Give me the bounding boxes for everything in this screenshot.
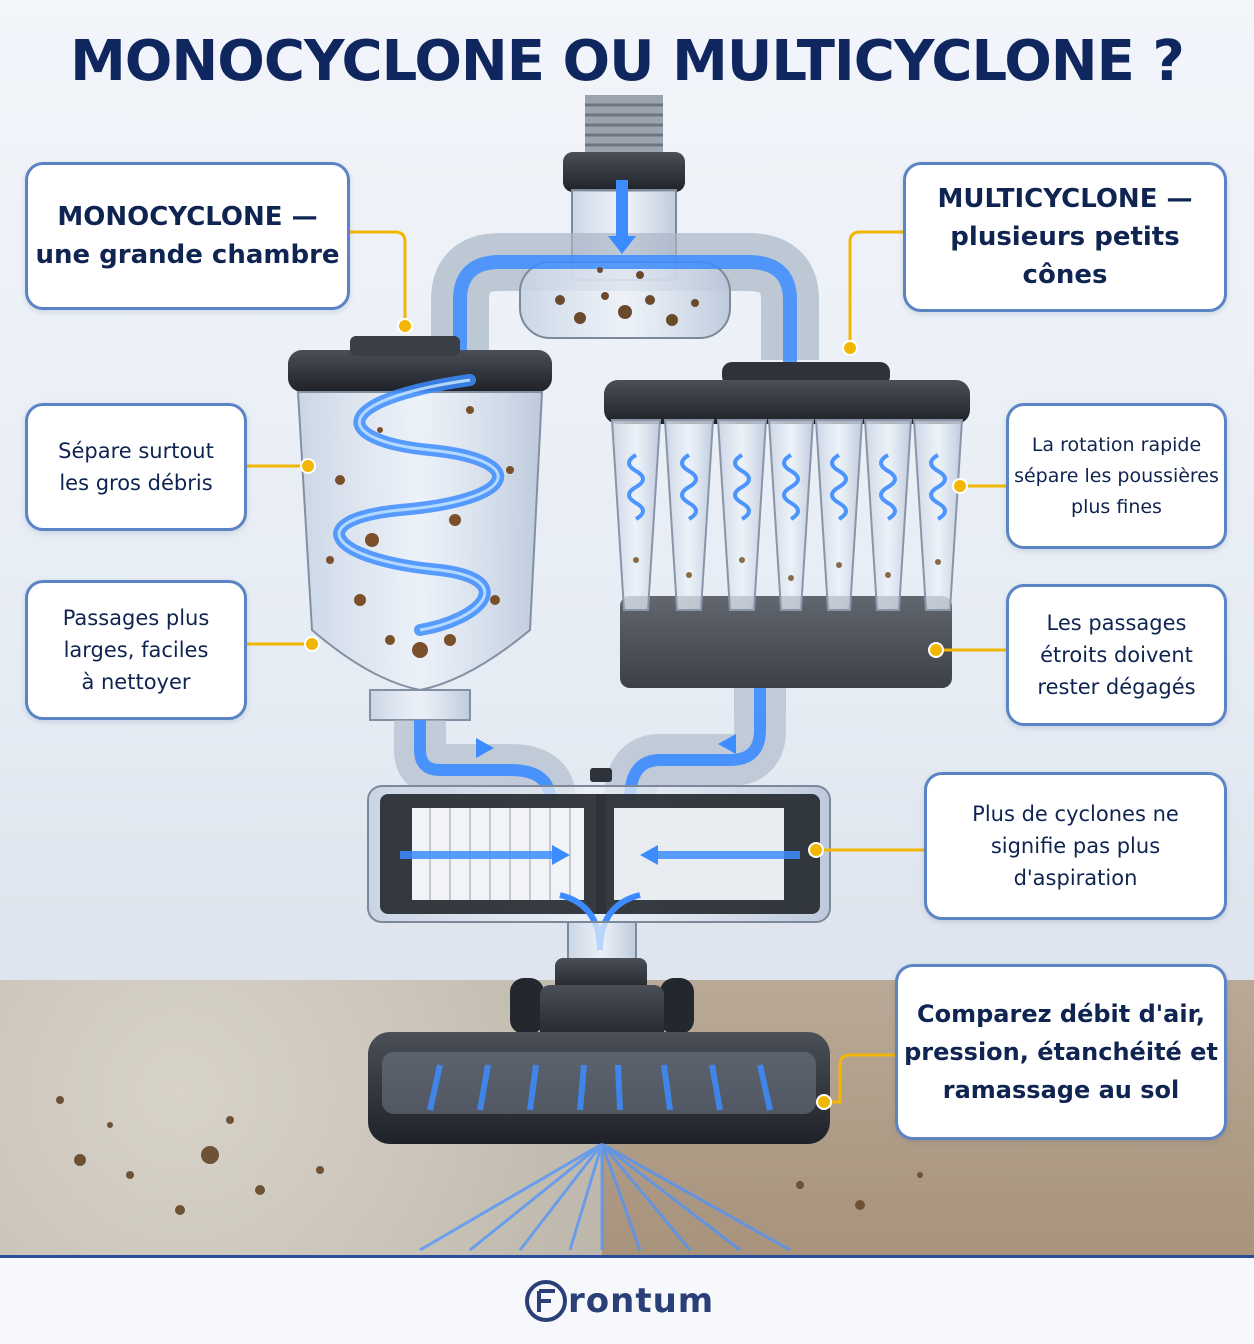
- logo-mark-icon: [524, 1279, 568, 1323]
- suction-rays: [420, 1144, 790, 1250]
- callout-multicyclone-text: MULTICYCLONE — plusieurs petits cônes: [937, 184, 1193, 290]
- callout-multi-rotation-text: La rotation rapide sépare les poussières plus fines: [1014, 433, 1219, 518]
- callout-mono-separation-text: Sépare surtout les gros débris: [58, 439, 214, 495]
- brand-logo: [524, 1276, 744, 1326]
- callout-multi-passages-text: Les passages étroits doivent rester dégagés: [1037, 611, 1196, 699]
- callout-compare-text: Comparez débit d'air, pression, étanchéité et ramassage au sol: [904, 1000, 1218, 1104]
- callout-multi-passages: [1006, 584, 1227, 726]
- callout-multicyclone: [903, 162, 1227, 312]
- brand-name: rontum: [568, 1281, 715, 1321]
- callout-more-cyclones-text: Plus de cyclones ne signifie pas plus d'aspiration: [972, 802, 1179, 890]
- callout-mono-separation: [25, 403, 247, 531]
- callout-mono-passages-text: Passages plus larges, faciles à nettoyer: [62, 606, 210, 694]
- callout-mono-passages: [25, 580, 247, 720]
- callout-more-cyclones: [924, 772, 1227, 920]
- callout-monocyclone: [25, 162, 350, 310]
- callout-multi-rotation: [1006, 403, 1227, 549]
- hose: [563, 95, 685, 192]
- multicyclone-cones: [604, 362, 970, 688]
- monocyclone-chamber: [288, 336, 552, 720]
- callout-monocyclone-text: MONOCYCLONE — une grande chambre: [35, 202, 340, 270]
- top-manifold: [460, 180, 790, 360]
- floor-head: [368, 922, 830, 1144]
- callout-compare: [895, 964, 1227, 1140]
- page-title: MONOCYCLONE OU MULTICYCLONE ?: [70, 29, 1184, 94]
